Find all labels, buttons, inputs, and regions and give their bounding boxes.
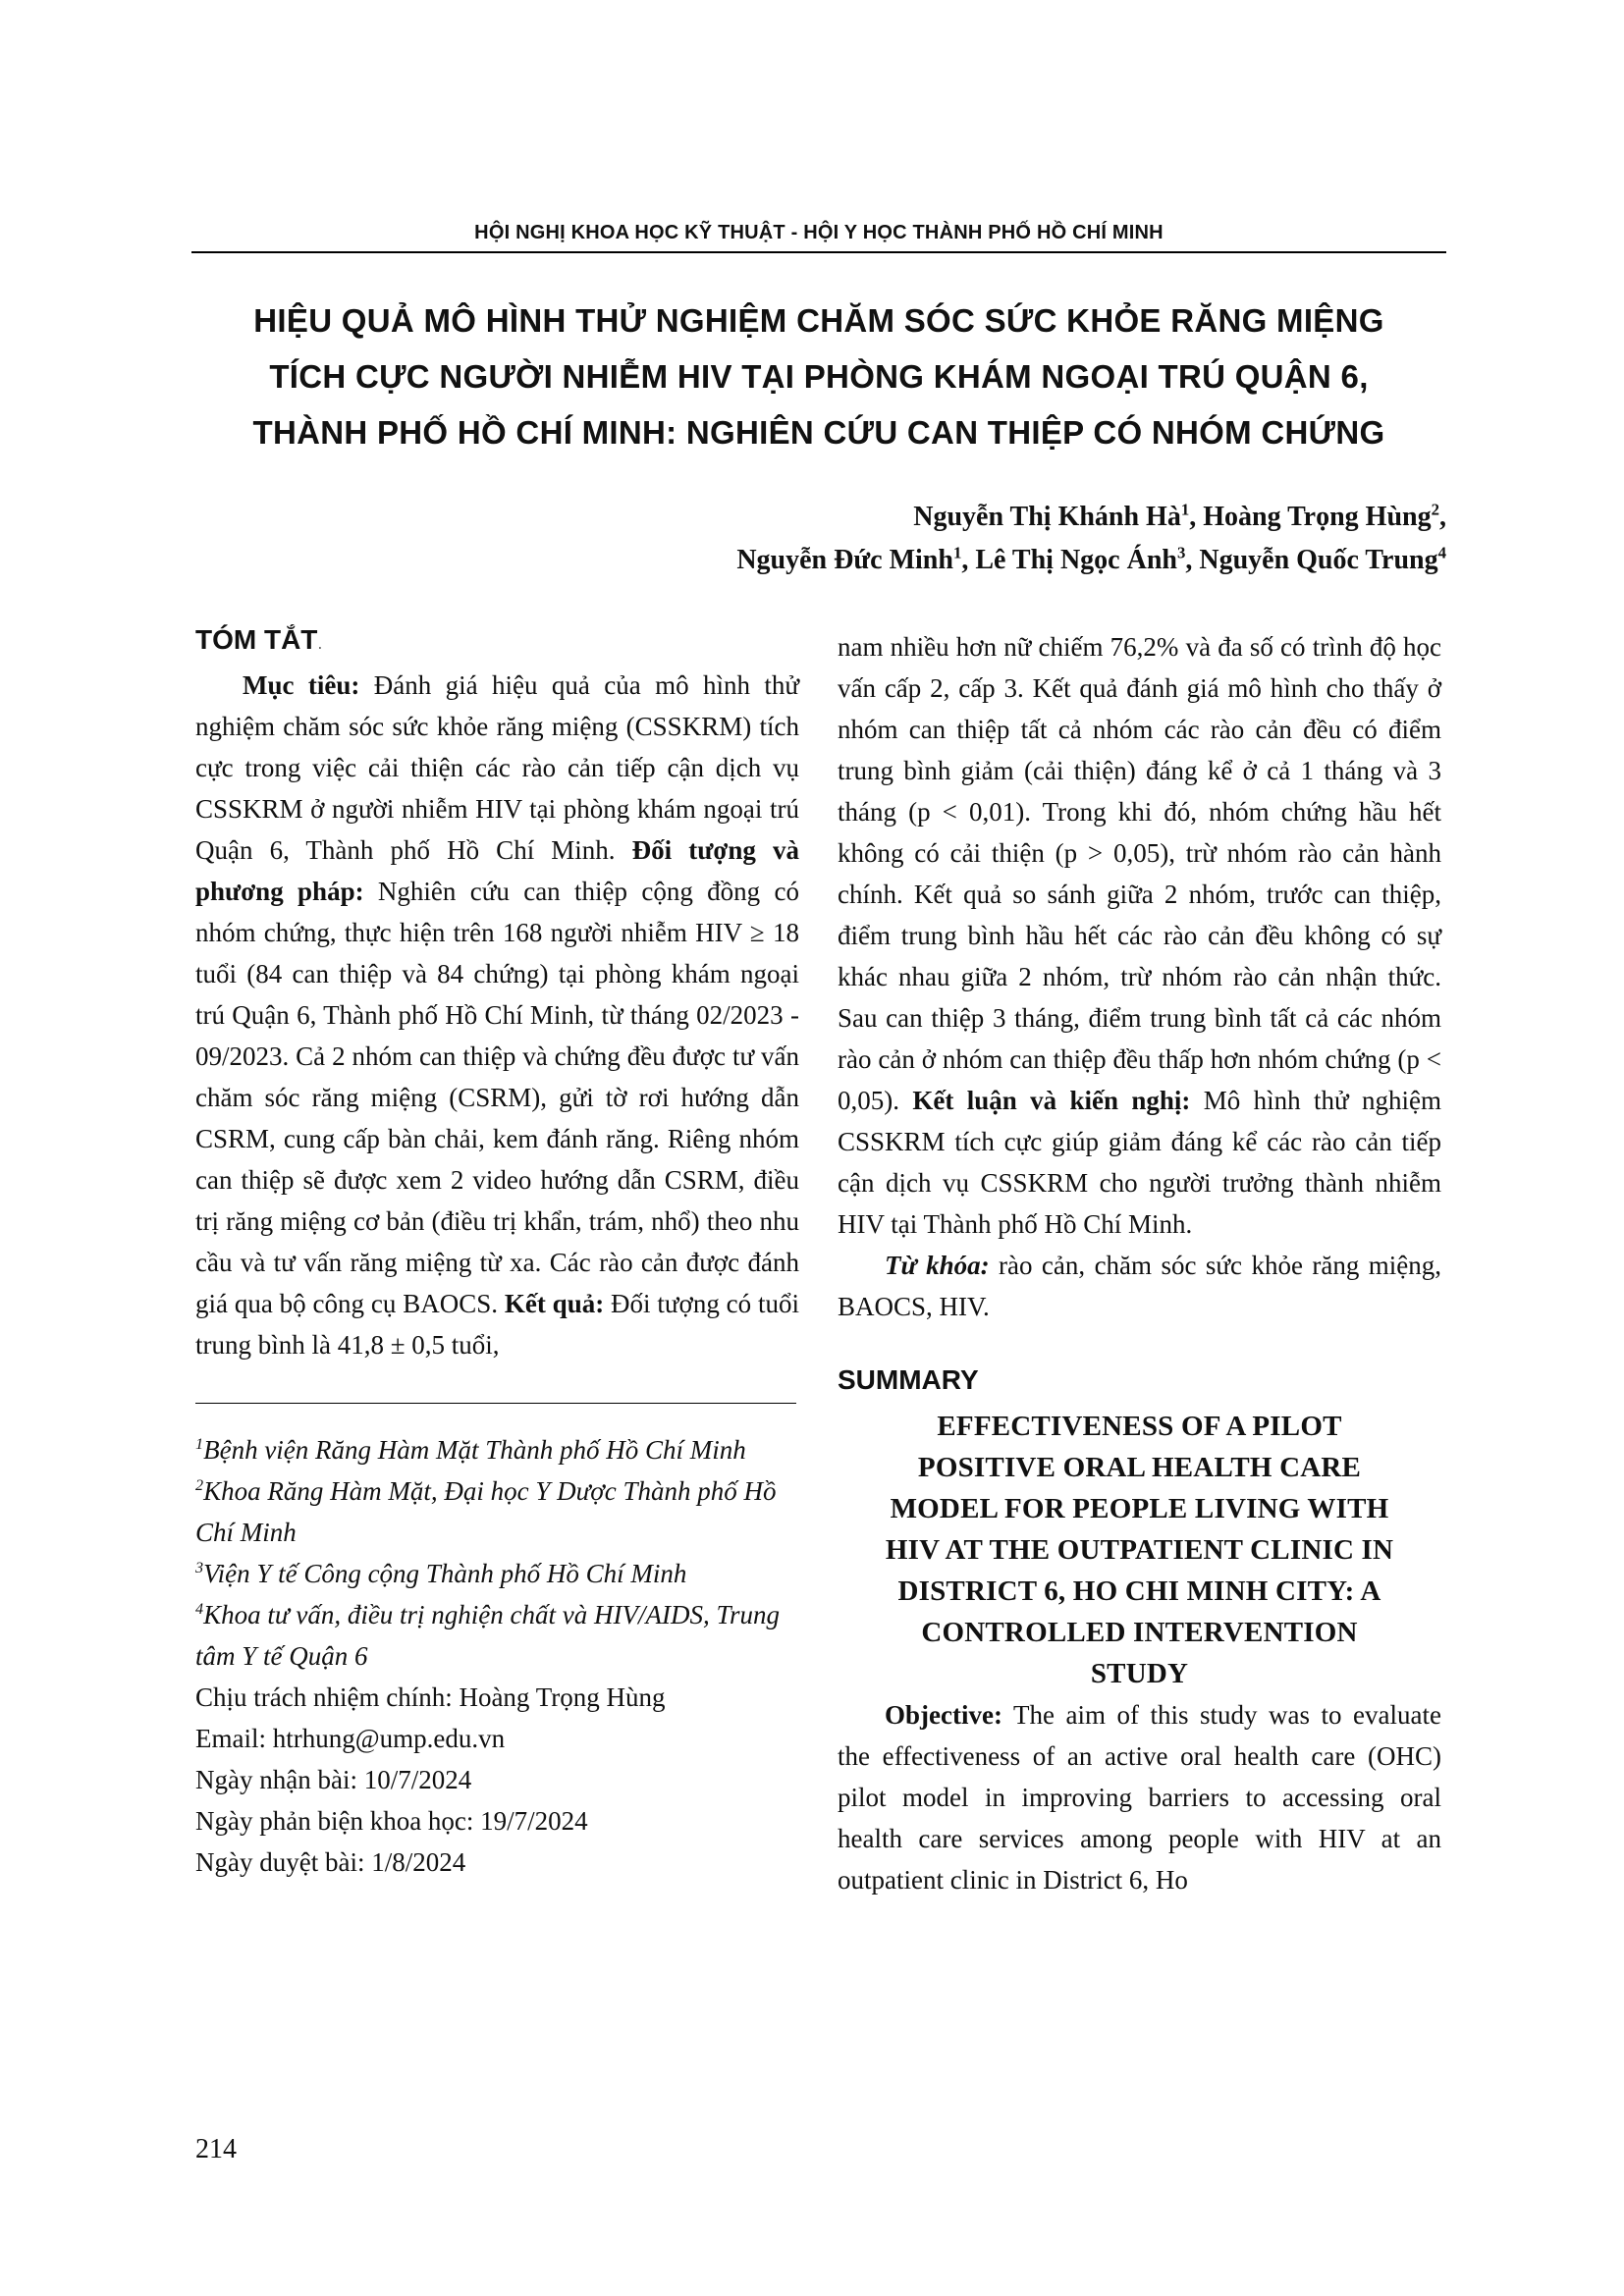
title-line: TÍCH CỰC NGƯỜI NHIỄM HIV TẠI PHÒNG KHÁM NGOẠI TRÚ QUẬN 6, <box>269 358 1369 395</box>
author-separator: , <box>961 545 976 575</box>
author-affiliation: 1 <box>952 543 962 562</box>
author-name: Nguyễn Quốc Trung <box>1199 545 1438 575</box>
english-title-line: CONTROLLED INTERVENTION <box>921 1617 1358 1648</box>
corresponding-author: Chịu trách nhiệm chính: Hoàng Trọng Hùng <box>195 1682 666 1712</box>
summary-objective-text: The aim of this study was to evaluate the effectiveness of an active oral health care (OHC) pilot model in improving barriers to accessing oral health care services among people with HIV at an outpatient clinic in District 6, Ho <box>838 1700 1441 1895</box>
abstract-continuation <box>838 626 1441 1245</box>
english-title <box>838 1406 1441 1694</box>
footnote-number: 2 <box>195 1476 204 1494</box>
abstract-heading-text: TÓM TẮT <box>195 624 318 655</box>
methods-label: Đối tượng và phương pháp: <box>195 835 799 906</box>
affiliation-footnote <box>195 1470 799 1553</box>
english-title-line: EFFECTIVENESS OF A PILOT <box>937 1411 1342 1442</box>
objective-text: Đánh giá hiệu quả của mô hình thử nghiệm chăm sóc sức khỏe răng miệng (CSSKRM) tích cực trong việc cải thiện các rào cản tiếp cận dịch vụ CSSKRM ở người nhiễm HIV tại phòng khám ngoại trú Quận 6, Thành phố Hồ Chí Minh. <box>195 670 799 865</box>
author-separator: , <box>1189 502 1204 532</box>
header-rule <box>191 251 1446 253</box>
results-label: Kết quả: <box>504 1289 605 1318</box>
english-title-line: HIV AT THE OUTPATIENT CLINIC IN <box>885 1534 1394 1566</box>
keywords <box>838 1245 1441 1327</box>
article-title <box>191 293 1446 460</box>
conclusion-text: Mô hình thử nghiệm CSSKRM tích cực giúp giảm đáng kể các rào cản tiếp cận dịch vụ CSSKRM cho người trưởng thành nhiễm HIV tại Thành phố Hồ Chí Minh. <box>838 1086 1441 1239</box>
author-affiliation: 2 <box>1431 500 1439 519</box>
keywords-text: rào cản, chăm sóc sức khỏe răng miệng, BAOCS, HIV. <box>838 1251 1441 1321</box>
affiliation-footnote <box>195 1553 799 1594</box>
author-name: Lê Thị Ngọc Ánh <box>975 545 1177 575</box>
author-separator: , <box>1185 545 1200 575</box>
author-name: Nguyễn Đức Minh <box>736 545 953 575</box>
footnote-number: 4 <box>195 1600 204 1618</box>
author-affiliation: 1 <box>1180 500 1190 519</box>
author-list <box>736 496 1446 582</box>
received-date: Ngày nhận bài: 10/7/2024 <box>195 1765 472 1794</box>
author-affiliation: 3 <box>1176 543 1186 562</box>
abstract-heading-mark: . <box>317 633 323 653</box>
author-line <box>736 496 1446 539</box>
footnote-number: 3 <box>195 1559 204 1576</box>
affiliation-footnote <box>195 1594 799 1677</box>
footnote-text: Bệnh viện Răng Hàm Mặt Thành phố Hồ Chí Minh <box>203 1435 746 1465</box>
footnote-text: Khoa Răng Hàm Mặt, Đại học Y Dược Thành phố Hồ Chí Minh <box>195 1476 777 1547</box>
abstract-paragraph <box>195 665 799 1365</box>
footnote-text: Viện Y tế Công cộng Thành phố Hồ Chí Minh <box>203 1559 687 1588</box>
keywords-label: Từ khóa: <box>885 1251 990 1280</box>
author-name: Nguyễn Thị Khánh Hà <box>913 502 1181 532</box>
footnote-rule <box>195 1403 796 1404</box>
title-line: THÀNH PHỐ HỒ CHÍ MINH: NGHIÊN CỨU CAN THIỆP CÓ NHÓM CHỨNG <box>252 414 1385 451</box>
author-name: Hoàng Trọng Hùng <box>1203 502 1432 532</box>
objective-label: Mục tiêu: <box>243 670 360 700</box>
review-date: Ngày phản biện khoa học: 19/7/2024 <box>195 1806 588 1836</box>
results-text-continued: nam nhiều hơn nữ chiếm 76,2% và đa số có trình độ học vấn cấp 2, cấp 3. Kết quả đánh giá mô hình cho thấy ở nhóm can thiệp tất cả nhóm các rào cản đều có điểm trung bình giảm (cải thiện) đáng kể ở cả 1 tháng và 3 tháng (p < 0,01). Trong khi đó, nhóm chứng hầu hết không có cải thiện (p > 0,05), trừ nhóm rào cản hành chính. Kết quả so sánh giữa 2 nhóm, trước can thiệp, điểm trung bình hầu hết các rào cản đều không có sự khác nhau giữa 2 nhóm, trừ nhóm rào cản nhận thức. Sau can thiệp 3 tháng, điểm trung bình tất cả các nhóm rào cản ở nhóm can thiệp đều thấp hơn nhóm chứng (p < 0,05). <box>838 632 1441 1115</box>
affiliation-footnote <box>195 1429 799 1470</box>
conclusion-label: Kết luận và kiến nghị: <box>912 1086 1191 1115</box>
title-line: HIỆU QUẢ MÔ HÌNH THỬ NGHIỆM CHĂM SÓC SỨC KHỎE RĂNG MIỆNG <box>253 302 1384 339</box>
accepted-date: Ngày duyệt bài: 1/8/2024 <box>195 1847 466 1877</box>
right-column <box>838 626 1441 1900</box>
author-separator: , <box>1439 502 1446 532</box>
footnote-text: Khoa tư vấn, điều trị nghiện chất và HIV/AIDS, Trung tâm Y tế Quận 6 <box>195 1600 781 1671</box>
english-title-line: MODEL FOR PEOPLE LIVING WITH <box>890 1493 1389 1524</box>
summary-paragraph <box>838 1694 1441 1900</box>
author-line <box>736 539 1446 582</box>
english-title-line: STUDY <box>1090 1658 1189 1689</box>
methods-text: Nghiên cứu can thiệp cộng đồng có nhóm chứng, thực hiện trên 168 người nhiễm HIV ≥ 18 tuổi (84 can thiệp và 84 chứng) tại phòng khám ngoại trú Quận 6, Thành phố Hồ Chí Minh, từ tháng 02/2023 - 09/2023. Cả 2 nhóm can thiệp và chứng đều được tư vấn chăm sóc răng miệng (CSRM), gửi tờ rơi hướng dẫn CSRM, cung cấp bàn chải, kem đánh răng. Riêng nhóm can thiệp sẽ được xem 2 video hướng dẫn CSRM, điều trị răng miệng cơ bản (điều trị khẩn, trám, nhổ) theo nhu cầu và tư vấn răng miệng từ xa. Các rào cản được đánh giá qua bộ công cụ BAOCS. <box>195 877 799 1318</box>
english-title-line: DISTRICT 6, HO CHI MINH CITY: A <box>897 1575 1381 1607</box>
english-title-line: POSITIVE ORAL HEALTH CARE <box>917 1452 1362 1483</box>
summary-objective-label: Objective: <box>885 1700 1002 1730</box>
page-number: 214 <box>195 2134 237 2164</box>
running-header: HỘI NGHỊ KHOA HỌC KỸ THUẬT - HỘI Y HỌC THÀNH PHỐ HỒ CHÍ MINH <box>474 222 1164 243</box>
footnote-number: 1 <box>195 1435 204 1453</box>
author-affiliation: 4 <box>1437 543 1446 562</box>
results-text: Đối tượng có tuổi trung bình là 41,8 ± 0,5 tuổi, <box>195 1289 800 1360</box>
email: Email: htrhung@ump.edu.vn <box>195 1724 506 1753</box>
left-column <box>195 618 799 1883</box>
summary-heading: SUMMARY <box>838 1364 979 1395</box>
abstract-heading <box>195 618 799 665</box>
